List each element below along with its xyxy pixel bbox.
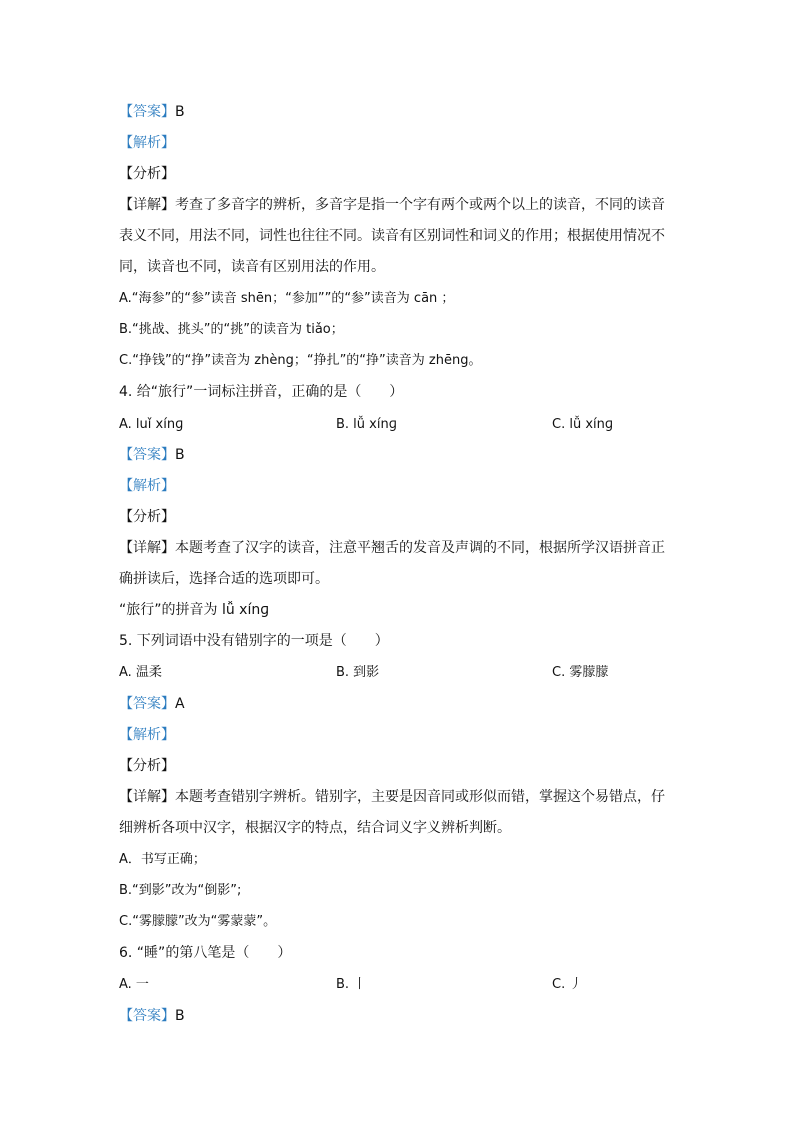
q6-option-a: A. 一 [119, 977, 149, 992]
q6-options [119, 976, 679, 994]
q5-detail-c: C.“雾朦朦”改为“雾蒙蒙”。 [119, 914, 277, 929]
q4-answer-line [119, 446, 679, 464]
jiexi-label: 【解析】 [119, 727, 175, 743]
q4-question: 4. 给“旅行”一词标注拼音，正确的是（ ） [119, 384, 404, 400]
q4-xiangjie-line3: “旅行”的拼音为 lǚ xínɡ [119, 602, 270, 618]
xiangjie-text: 考查了多音字的辨析，多音字是指一个字有两个或两个以上的读音，不同的读音 [175, 197, 665, 213]
q4-fenxi-line [119, 508, 679, 526]
q5-option-b: B. 到影 [336, 665, 380, 680]
fenxi-label: 【分析】 [119, 509, 175, 525]
q5-question: 5. 下列词语中没有错别字的一项是（ ） [119, 633, 389, 649]
q6-answer-line [119, 1007, 679, 1025]
xiangjie-label: 【详解】 [119, 197, 175, 213]
q3-jiexi-line [119, 134, 679, 152]
q3-detail-c: C.“挣钱”的“挣”读音为 zhèng；“挣扎”的“挣”读音为 zhēng。 [119, 353, 482, 368]
q5-option-c: C. 雾朦朦 [552, 665, 609, 680]
q6-option-c: C. 丿 [552, 977, 583, 992]
answer-label: 【答案】 [119, 696, 175, 712]
q4-options [119, 416, 679, 434]
q6-question: 6. “睡”的第八笔是（ ） [119, 945, 292, 961]
fenxi-label: 【分析】 [119, 758, 175, 774]
q3-answer-line [119, 103, 679, 121]
xiangjie-label: 【详解】 [119, 789, 175, 805]
q3-fenxi-line [119, 165, 679, 183]
xiangjie-label: 【详解】 [119, 540, 175, 556]
q5-xiangjie-line1 [119, 788, 679, 806]
xiangjie-text: 本题考查错别字辨析。错别字，主要是因音同或形似而错，掌握这个易错点，仔 [175, 789, 665, 805]
answer-label: 【答案】 [119, 1008, 175, 1024]
q5-fenxi-line [119, 757, 679, 775]
q4-jiexi-line [119, 477, 679, 495]
q5-jiexi-line [119, 726, 679, 744]
q6-option-b: B. 丨 [336, 977, 367, 992]
answer-value: B [175, 104, 185, 120]
xiangjie-text: 本题考查了汉字的读音，注意平翘舌的发音及声调的不同，根据所学汉语拼音正 [175, 540, 665, 556]
q4-option-b: B. lǚ xínɡ [336, 417, 397, 432]
q5-xiangjie-line2: 细辨析各项中汉字，根据汉字的特点，结合词义字义辨析判断。 [119, 820, 511, 836]
answer-label: 【答案】 [119, 104, 175, 120]
q5-options [119, 664, 679, 682]
answer-value: A [175, 696, 185, 712]
q4-xiangjie-line2: 确拼读后，选择合适的选项即可。 [119, 571, 329, 587]
q5-detail-b: B.“到影”改为“倒影”; [119, 883, 242, 898]
q5-detail-a: A．书写正确； [119, 852, 206, 867]
q3-xiangjie-line3: 同，读音也不同，读音有区别用法的作用。 [119, 259, 385, 275]
q3-xiangjie-line2: 表义不同，用法不同，词性也往往不同。读音有区别词性和词义的作用；根据使用情况不 [119, 228, 665, 244]
fenxi-label: 【分析】 [119, 166, 175, 182]
q5-answer-line [119, 695, 679, 713]
q3-xiangjie-line1 [119, 196, 679, 214]
answer-value: B [175, 1008, 185, 1024]
q4-option-c: C. lǚ xínɡ [552, 417, 614, 432]
q4-option-a: A. luǐ xínɡ [119, 417, 184, 432]
q3-detail-a: A.“海参”的“参”读音 shēn；“参加””的“参”读音为 cān ； [119, 291, 455, 306]
jiexi-label: 【解析】 [119, 135, 175, 151]
answer-label: 【答案】 [119, 447, 175, 463]
answer-value: B [175, 447, 185, 463]
jiexi-label: 【解析】 [119, 478, 175, 494]
q3-detail-b: B.“挑战、挑头”的“挑”的读音为 tiǎo； [119, 322, 344, 337]
q4-xiangjie-line1 [119, 539, 679, 557]
q5-option-a: A. 温柔 [119, 665, 162, 680]
